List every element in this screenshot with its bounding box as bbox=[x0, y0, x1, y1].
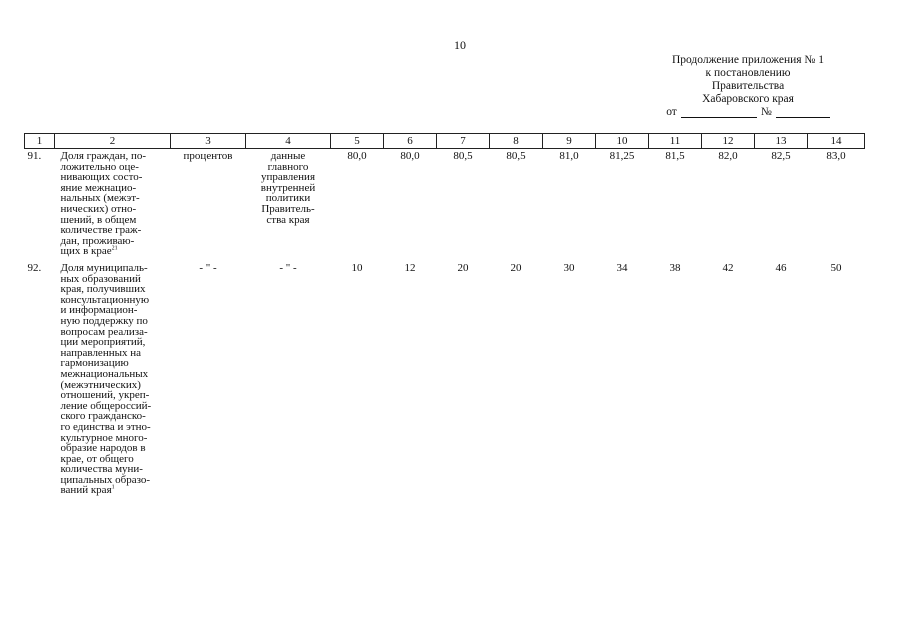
indicator-name-line: (межэтнических) bbox=[60, 378, 141, 391]
column-header: 7 bbox=[437, 134, 490, 149]
indicator-name-line: ных образований bbox=[60, 272, 141, 285]
value-cell: 38 bbox=[669, 262, 681, 274]
column-header: 4 bbox=[246, 134, 331, 149]
column-header: 14 bbox=[808, 134, 865, 149]
indicator-name-line: количестве граж- bbox=[60, 224, 142, 237]
row-number: 92. bbox=[27, 262, 42, 274]
appendix-line-3: Правительства bbox=[711, 80, 785, 92]
appendix-caption bbox=[612, 54, 884, 119]
header-row bbox=[25, 134, 865, 149]
table-row bbox=[25, 149, 865, 262]
indicator-name-line: нальных (межэт- bbox=[60, 192, 140, 205]
indicator-name-line: нивающих состо- bbox=[60, 171, 143, 184]
indicator-name-line: ление общероссий- bbox=[60, 399, 152, 412]
value-cell: 30 bbox=[563, 262, 575, 274]
value-cell: 81,25 bbox=[609, 150, 635, 162]
indicator-name-line: яние межнацио- bbox=[60, 181, 137, 194]
indicator-name-line: ского гражданско- bbox=[60, 410, 146, 423]
number-blank bbox=[776, 106, 830, 118]
source-cell bbox=[246, 149, 331, 262]
footnote-ref: 21 bbox=[111, 245, 118, 252]
value-cell: 42 bbox=[722, 262, 734, 274]
value-cell: 80,5 bbox=[506, 150, 526, 162]
indicator-name-lines bbox=[61, 151, 169, 257]
column-header: 1 bbox=[25, 134, 55, 149]
indicator-name-line: щих в крае$^{21}$ bbox=[60, 245, 118, 258]
footnote-ref: 1 bbox=[111, 484, 115, 491]
value-cell: 46 bbox=[775, 262, 787, 274]
indicator-name-line: образие народов в bbox=[60, 442, 146, 455]
source-line: управления bbox=[260, 171, 316, 184]
value-cell: 83,0 bbox=[826, 150, 846, 162]
column-header: 6 bbox=[384, 134, 437, 149]
indicator-name-line: отношений, укреп- bbox=[60, 389, 150, 402]
number-label: № bbox=[760, 106, 772, 118]
column-header: 2 bbox=[55, 134, 171, 149]
column-header: 12 bbox=[702, 134, 755, 149]
value-cell: 50 bbox=[830, 262, 842, 274]
column-header: 11 bbox=[649, 134, 702, 149]
value-cell: 80,5 bbox=[453, 150, 473, 162]
table-row bbox=[25, 261, 865, 513]
appendix-line-4: Хабаровского края bbox=[702, 93, 794, 105]
value-cell: 20 bbox=[510, 262, 522, 274]
value-cell: 34 bbox=[616, 262, 628, 274]
indicator-name-line: го единства и этно- bbox=[60, 420, 151, 433]
indicator-name-line: крае, от общего bbox=[60, 452, 134, 465]
indicator-name-line: и информацион- bbox=[60, 304, 138, 317]
indicator-name-line: нических) отно- bbox=[60, 202, 137, 215]
indicator-name-lines bbox=[61, 263, 169, 496]
column-header: 10 bbox=[596, 134, 649, 149]
column-header: 13 bbox=[755, 134, 808, 149]
source-line: Правитель- bbox=[261, 202, 315, 215]
value-cell: 12 bbox=[404, 262, 416, 274]
indicator-name-line: ции мероприятий, bbox=[60, 336, 146, 349]
value-cell: 80,0 bbox=[347, 150, 367, 162]
indicator-name-line: Доля муниципаль- bbox=[60, 262, 148, 274]
indicator-name-line: вопросам реализа- bbox=[60, 325, 148, 338]
source-line: политики bbox=[265, 192, 311, 205]
appendix-line-1: Продолжение приложения № 1 bbox=[671, 54, 825, 66]
from-label: от bbox=[666, 106, 677, 118]
unit-cell: процентов bbox=[183, 150, 233, 162]
source-line: данные bbox=[270, 150, 306, 162]
appendix-line-2: к постановлению bbox=[705, 67, 791, 79]
indicator-name-line: консультационную bbox=[60, 293, 150, 306]
source-cell: - " - bbox=[279, 262, 297, 274]
indicator-name-line: шений, в общем bbox=[60, 213, 137, 226]
column-header: 9 bbox=[543, 134, 596, 149]
unit-cell: - " - bbox=[199, 262, 217, 274]
date-blank bbox=[681, 106, 757, 118]
indicator-name bbox=[55, 261, 171, 513]
indicator-name-line: культурное много- bbox=[60, 431, 148, 444]
indicator-name-line: гармонизацию bbox=[60, 357, 129, 370]
source-line: главного bbox=[267, 160, 309, 173]
indicator-name bbox=[55, 149, 171, 262]
source-line: внутренней bbox=[260, 181, 316, 194]
value-cell: 81,5 bbox=[665, 150, 685, 162]
indicator-name-line: направленных на bbox=[60, 346, 141, 359]
indicator-name-line: ципальных образо- bbox=[60, 473, 151, 486]
page-number: 10 bbox=[454, 38, 466, 52]
indicator-name-line: ложительно оце- bbox=[60, 160, 139, 173]
indicator-name-line: межнациональных bbox=[60, 367, 149, 380]
value-cell: 82,5 bbox=[771, 150, 791, 162]
value-cell: 20 bbox=[457, 262, 469, 274]
row-number: 91. bbox=[27, 150, 42, 162]
indicator-name-line: дан, проживаю- bbox=[60, 234, 135, 247]
source-line: ства края bbox=[266, 213, 310, 226]
column-header: 5 bbox=[331, 134, 384, 149]
indicator-name-line: ваний края$^1$ bbox=[60, 484, 115, 497]
indicator-name-line: Доля граждан, по- bbox=[60, 150, 147, 162]
source-lines bbox=[248, 151, 329, 225]
indicator-table bbox=[24, 133, 865, 513]
column-header: 3 bbox=[171, 134, 246, 149]
value-cell: 81,0 bbox=[559, 150, 579, 162]
column-header: 8 bbox=[490, 134, 543, 149]
indicator-name-line: края, получивших bbox=[60, 283, 146, 296]
value-cell: 10 bbox=[351, 262, 363, 274]
indicator-name-line: ную поддержку по bbox=[60, 314, 148, 327]
value-cell: 80,0 bbox=[400, 150, 420, 162]
indicator-name-line: количества муни- bbox=[60, 463, 143, 476]
signature-line bbox=[612, 106, 884, 119]
value-cell: 82,0 bbox=[718, 150, 738, 162]
